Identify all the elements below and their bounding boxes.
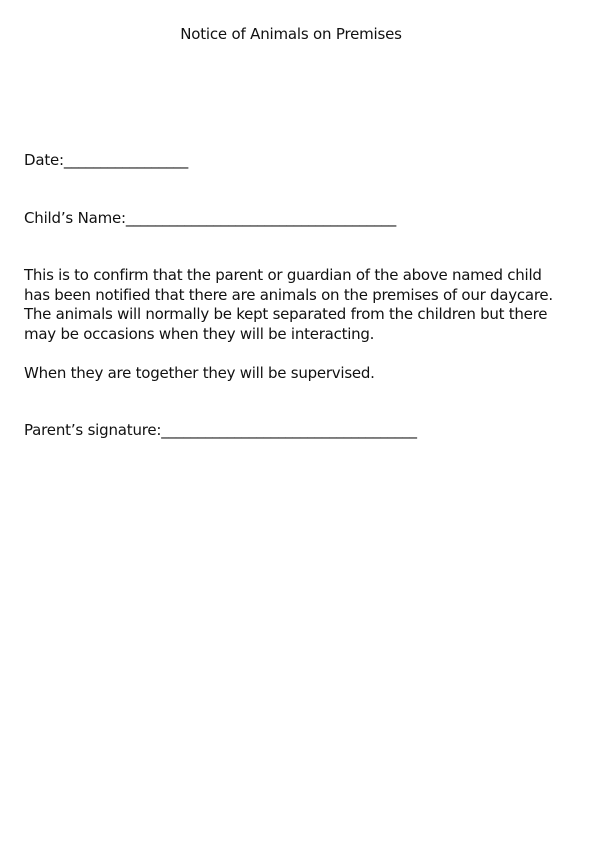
parent-signature-field: Parent’s signature:___________________________________: [24, 421, 417, 439]
supervision-paragraph: When they are together they will be supervised.: [24, 364, 375, 382]
paragraph-line: may be occasions when they will be interacting.: [24, 324, 375, 343]
paragraph-line: The animals will normally be kept separated from the children but there: [24, 305, 548, 323]
confirmation-paragraph: [24, 266, 584, 344]
date-field: Date:_________________: [24, 151, 189, 169]
child-name-field: Child’s Name:_____________________________________: [24, 209, 396, 227]
paragraph-line: This is to confirm that the parent or guardian of the above named child: [24, 266, 542, 284]
document-title: Notice of Animals on Premises: [180, 25, 402, 43]
paragraph-line: has been notified that there are animals on the premises of our daycare.: [24, 285, 553, 304]
